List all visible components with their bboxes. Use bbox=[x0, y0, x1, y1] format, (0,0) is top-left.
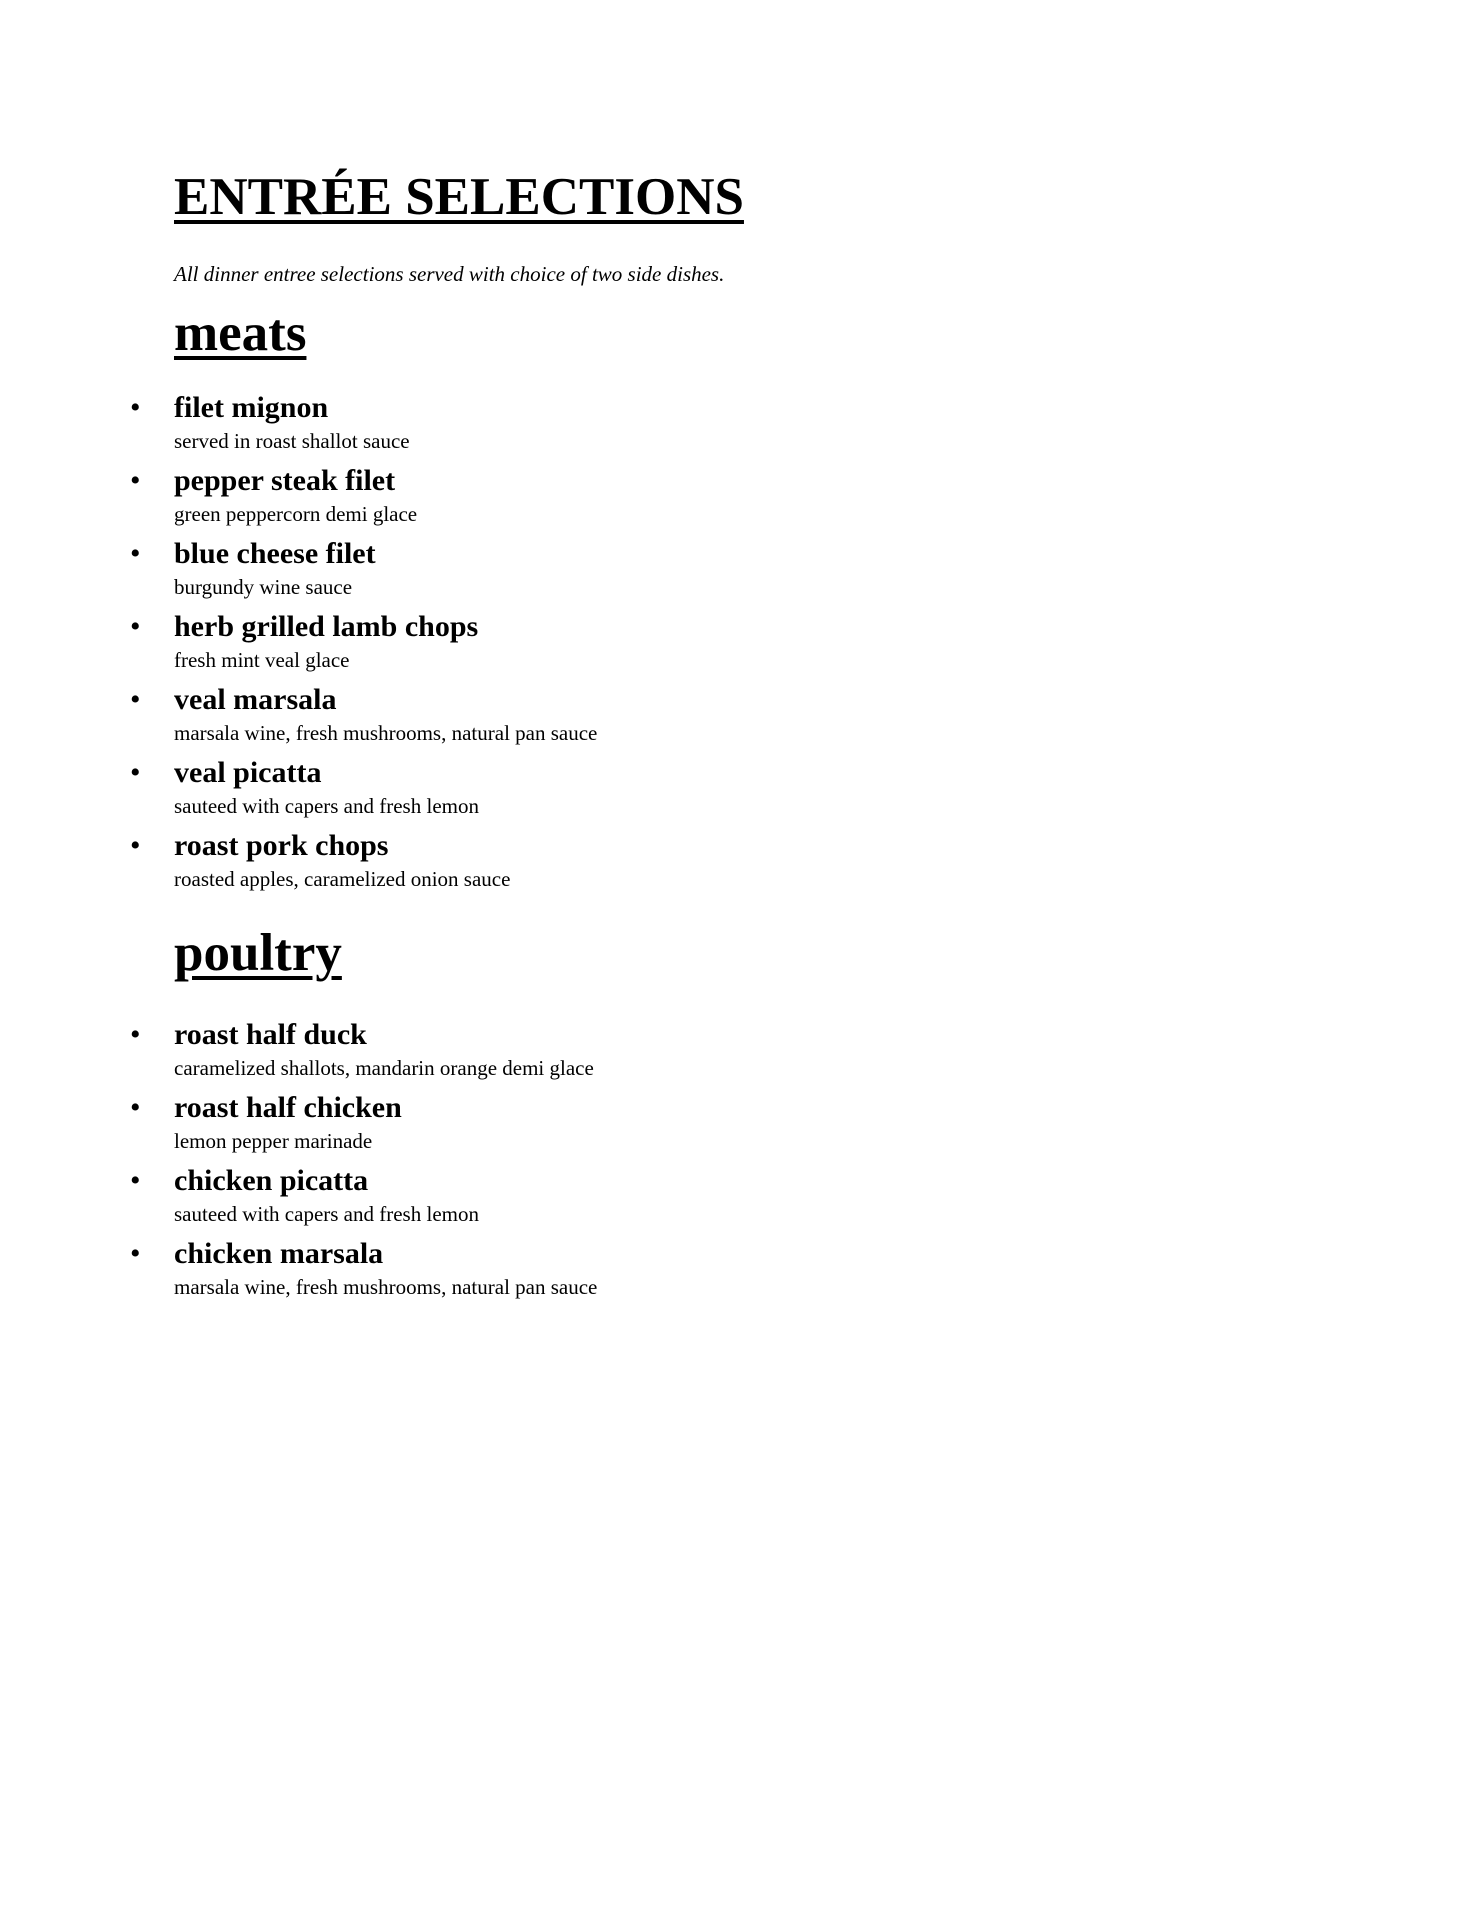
bullet-icon: • bbox=[130, 1018, 141, 1051]
item-name: chicken picatta bbox=[174, 1164, 369, 1197]
bullet-icon: • bbox=[130, 1164, 141, 1197]
bullet-icon: • bbox=[130, 756, 141, 789]
item-name: filet mignon bbox=[174, 391, 329, 424]
bullet-icon: • bbox=[130, 391, 141, 424]
item-description: burgundy wine sauce bbox=[174, 575, 353, 599]
page-title: ENTRÉE SELECTIONS bbox=[174, 168, 744, 226]
bullet-icon: • bbox=[130, 1237, 141, 1270]
bullet-icon: • bbox=[130, 537, 141, 570]
item-name: roast half duck bbox=[174, 1018, 367, 1051]
item-name: herb grilled lamb chops bbox=[174, 610, 479, 643]
item-description: sauteed with capers and fresh lemon bbox=[174, 794, 479, 818]
section-heading-poultry: poultry bbox=[174, 924, 342, 982]
bullet-icon: • bbox=[130, 1091, 141, 1124]
item-description: lemon pepper marinade bbox=[174, 1129, 373, 1153]
item-name: veal marsala bbox=[174, 683, 337, 716]
item-description: served in roast shallot sauce bbox=[174, 429, 410, 453]
item-description: fresh mint veal glace bbox=[174, 648, 350, 672]
item-name: pepper steak filet bbox=[174, 464, 396, 497]
intro-note: All dinner entree selections served with choice of two side dishes. bbox=[174, 262, 725, 286]
bullet-icon: • bbox=[130, 610, 141, 643]
item-description: sauteed with capers and fresh lemon bbox=[174, 1202, 479, 1226]
item-name: roast pork chops bbox=[174, 829, 389, 862]
item-description: caramelized shallots, mandarin orange demi glace bbox=[174, 1056, 594, 1080]
item-description: marsala wine, fresh mushrooms, natural pan sauce bbox=[174, 721, 598, 745]
item-name: chicken marsala bbox=[174, 1237, 384, 1270]
item-description: green peppercorn demi glace bbox=[174, 502, 418, 526]
section-heading-meats: meats bbox=[174, 304, 307, 362]
item-description: marsala wine, fresh mushrooms, natural pan sauce bbox=[174, 1275, 598, 1299]
item-name: blue cheese filet bbox=[174, 537, 376, 570]
item-name: roast half chicken bbox=[174, 1091, 402, 1124]
bullet-icon: • bbox=[130, 829, 141, 862]
item-name: veal picatta bbox=[174, 756, 322, 789]
bullet-icon: • bbox=[130, 683, 141, 716]
item-description: roasted apples, caramelized onion sauce bbox=[174, 867, 511, 891]
bullet-icon: • bbox=[130, 464, 141, 497]
